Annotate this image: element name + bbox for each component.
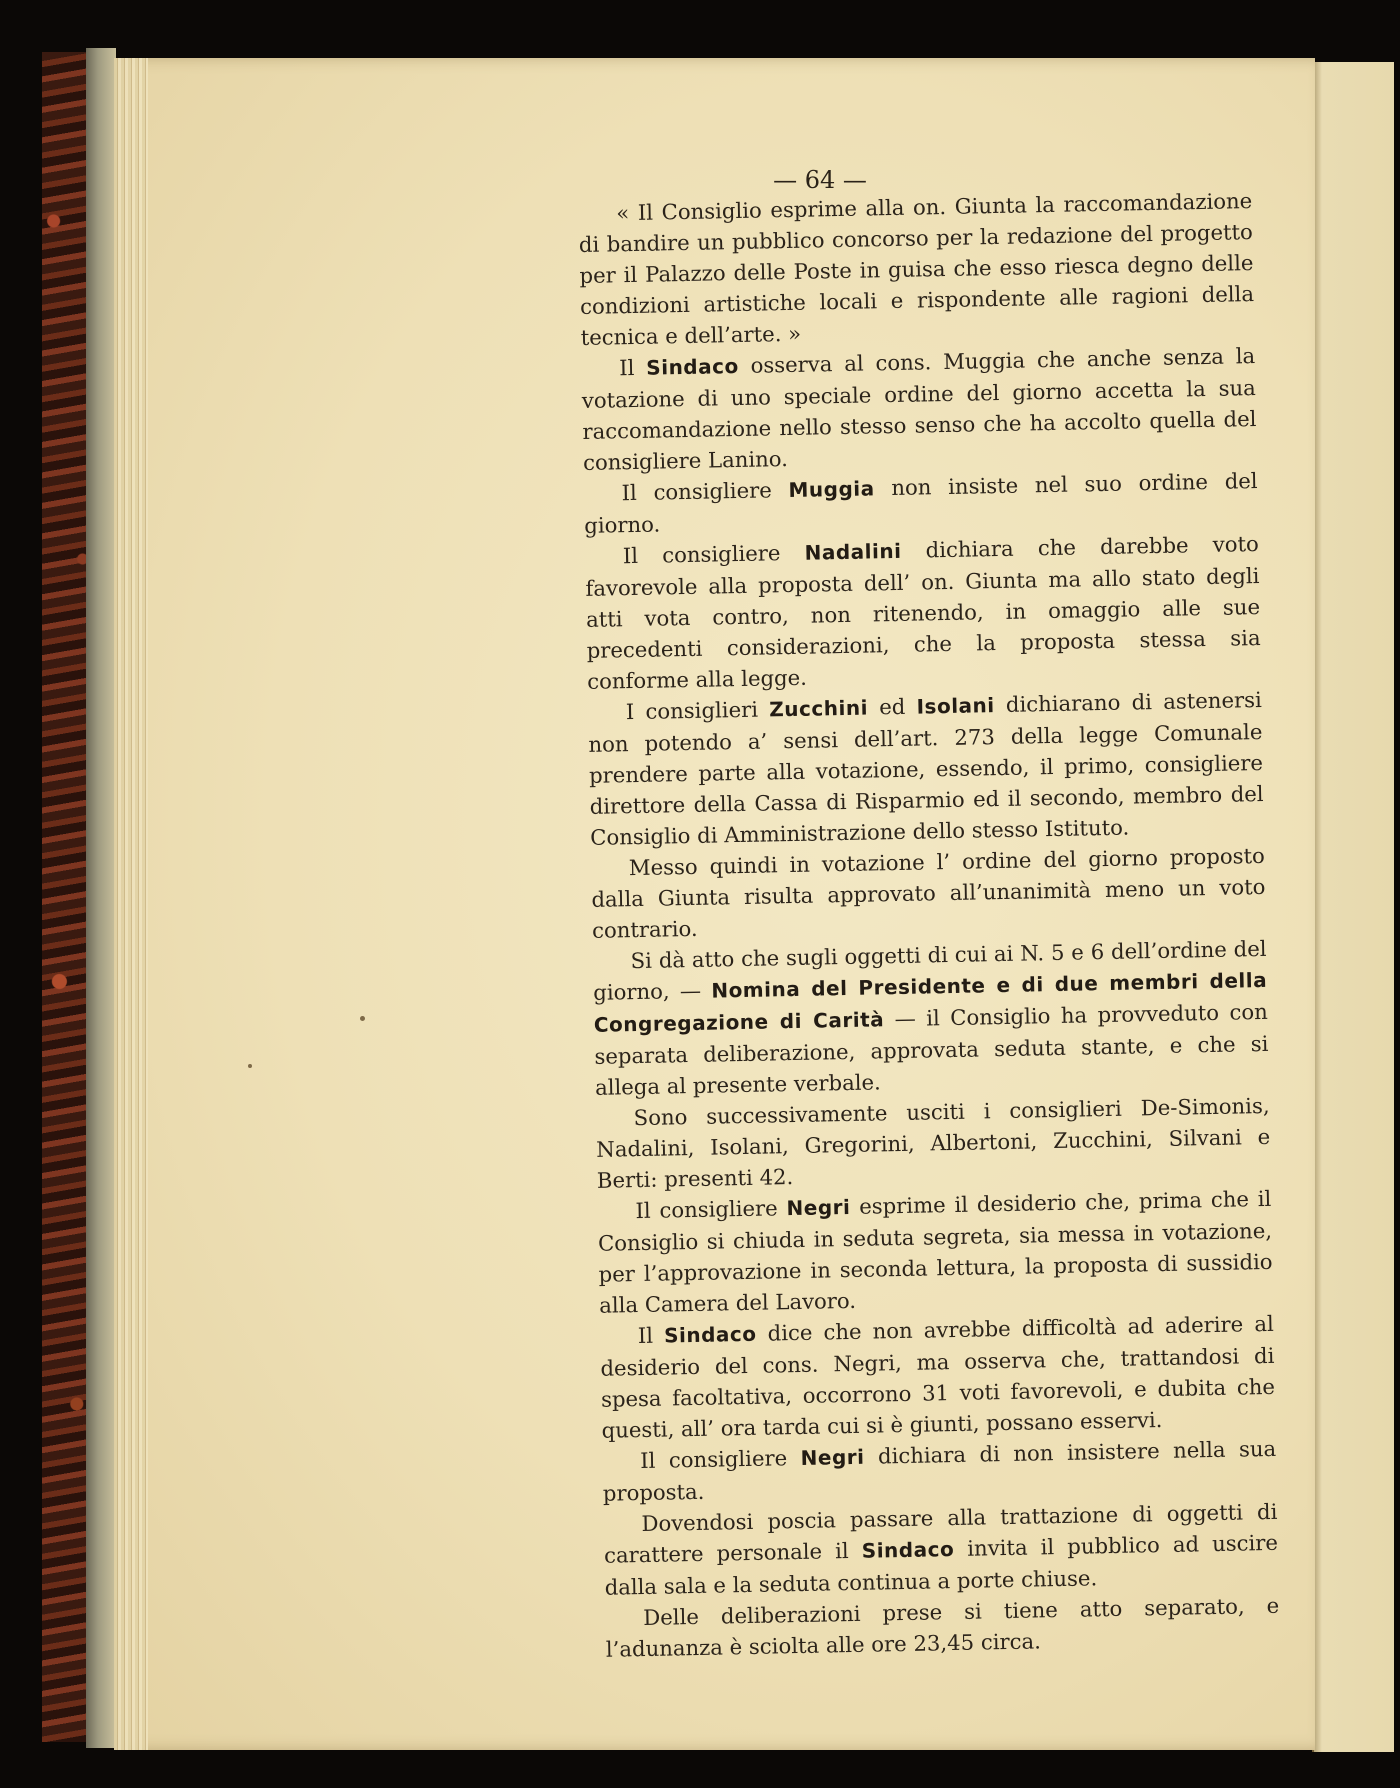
spaced-emphasis-text: Muggia bbox=[788, 476, 875, 503]
spaced-emphasis-text: Nadalini bbox=[804, 538, 902, 565]
cover-edge bbox=[86, 48, 116, 1748]
paragraph-text: Messo quindi in votazione l’ ordine del giorno proposto dalla Giunta risulta approvato all’unanimità meno un voto contrario. bbox=[591, 842, 1266, 943]
page-number: — 64 — bbox=[773, 166, 867, 194]
paragraph-text: Il consigliere bbox=[635, 1195, 787, 1224]
paragraph-text: I consiglieri bbox=[625, 696, 770, 725]
paragraph bbox=[581, 340, 1257, 478]
paragraph bbox=[585, 528, 1262, 697]
paragraph-text: Delle deliberazioni prese si tiene atto separato, e l’adunanza è sciolta alle ore 23,45 circa. bbox=[605, 1592, 1280, 1662]
spaced-emphasis-text: Negri bbox=[786, 1194, 851, 1221]
spaced-emphasis-text: Sindaco bbox=[663, 1321, 757, 1348]
paragraph-text: dichiarano di astenersi non potendo a’ sensi dell’art. 273 della legge Comunale prendere parte alla votazione, essendo, il primo, consigliere direttore della Cassa di Risparmio ed il secondo, membro del Consiglio di Amministrazione dello stesso Istituto. bbox=[588, 686, 1264, 850]
paragraph-text: non insiste nel suo ordine del giorno. bbox=[584, 468, 1258, 538]
paragraph-text: osserva al cons. Muggia che anche senza la votazione di uno speciale ordine del giorno accetta la sua raccomandazione nello stesso senso che ha accolto quella del consigliere Lanino. bbox=[581, 343, 1257, 475]
body-text bbox=[578, 185, 1280, 1665]
page-edges bbox=[114, 58, 148, 1750]
paper-speck bbox=[248, 1064, 252, 1068]
paragraph-text: Sono successivamente usciti i consiglieri De-Simonis, Nadalini, Isolani, Gregorini, Albertoni, Zucchini, Silvani e Berti: presenti 42. bbox=[596, 1092, 1271, 1193]
spaced-emphasis-text: Nomina del Presidente e di due membri della Congregazione di Carità bbox=[593, 967, 1268, 1037]
paragraph-text: — il Consiglio ha provveduto con separata deliberazione, approvata seduta stante, e che si allega al presente verbale. bbox=[594, 998, 1269, 1100]
spaced-emphasis-text: Isolani bbox=[916, 693, 995, 719]
facing-page-edge bbox=[1312, 62, 1394, 1752]
paragraph-text: ed bbox=[867, 693, 917, 720]
paragraph-text: Il bbox=[637, 1322, 665, 1349]
paragraph bbox=[597, 1183, 1273, 1321]
paragraph bbox=[592, 933, 1269, 1103]
paragraph-text: Il consigliere bbox=[640, 1444, 801, 1474]
paragraph-text: esprime il desiderio che, prima che il Consiglio si chiuda in seduta segreta, sia messa in votazione, per l’approvazione in seconda lettura, la proposta di sussidio alla Camera del Lavoro. bbox=[597, 1185, 1273, 1318]
paragraph-text: « Il Consiglio esprime alla on. Giunta la raccomandazione di bandire un pubblico concorso per la redazione del progetto per il Palazzo delle Poste in guisa che esso riesca degno delle condizioni artistiche locali e rispondente alle ragioni della tecnica e dell’arte. » bbox=[578, 188, 1255, 350]
paragraph bbox=[605, 1590, 1280, 1665]
paragraph bbox=[578, 185, 1255, 353]
paragraph-text: Il consigliere bbox=[621, 477, 789, 506]
paragraph bbox=[588, 684, 1265, 853]
spaced-emphasis-text: Zucchini bbox=[769, 695, 869, 722]
paper-speck bbox=[360, 1016, 365, 1021]
paragraph-text: invita il pubblico ad uscire dalla sala e la seduta continua a porte chiuse. bbox=[604, 1529, 1279, 1600]
paragraph bbox=[600, 1308, 1276, 1446]
spaced-emphasis-text: Negri bbox=[800, 1444, 865, 1470]
paragraph-text: dichiara che darebbe voto favorevole alla proposta dell’ on. Giunta ma allo stato degli atti vota contro, non ritenendo, in omaggio alle sue precedenti considerazioni, che la proposta stessa sia conforme alla legge. bbox=[585, 530, 1261, 694]
paragraph bbox=[591, 840, 1267, 946]
paragraph-text: dice che non avrebbe difficoltà ad aderire al desiderio del cons. Negri, ma osserva che, trattandosi di spesa facoltativa, occorrono 31 voti favorevoli, e dubita che questi, all’ ora tarda cui si è giunti, possano esservi. bbox=[600, 1310, 1276, 1443]
paragraph-text: Dovendosi poscia passare alla trattazione di oggetti di carattere personale il bbox=[603, 1498, 1278, 1568]
paragraph bbox=[595, 1090, 1271, 1196]
paragraph bbox=[603, 1496, 1279, 1603]
paragraph-text: Il bbox=[619, 354, 647, 381]
paragraph-text: Si dà atto che sugli oggetti di cui ai N. 5 e 6 dell’ordine del giorno, — bbox=[593, 935, 1267, 1005]
spaced-emphasis-text: Sindaco bbox=[646, 353, 739, 380]
show-through-text bbox=[210, 200, 570, 1520]
paragraph-text: dichiara di non insistere nella sua proposta. bbox=[602, 1435, 1277, 1506]
paragraph-text: Il consigliere bbox=[622, 539, 805, 569]
spaced-emphasis-text: Sindaco bbox=[861, 1537, 955, 1563]
